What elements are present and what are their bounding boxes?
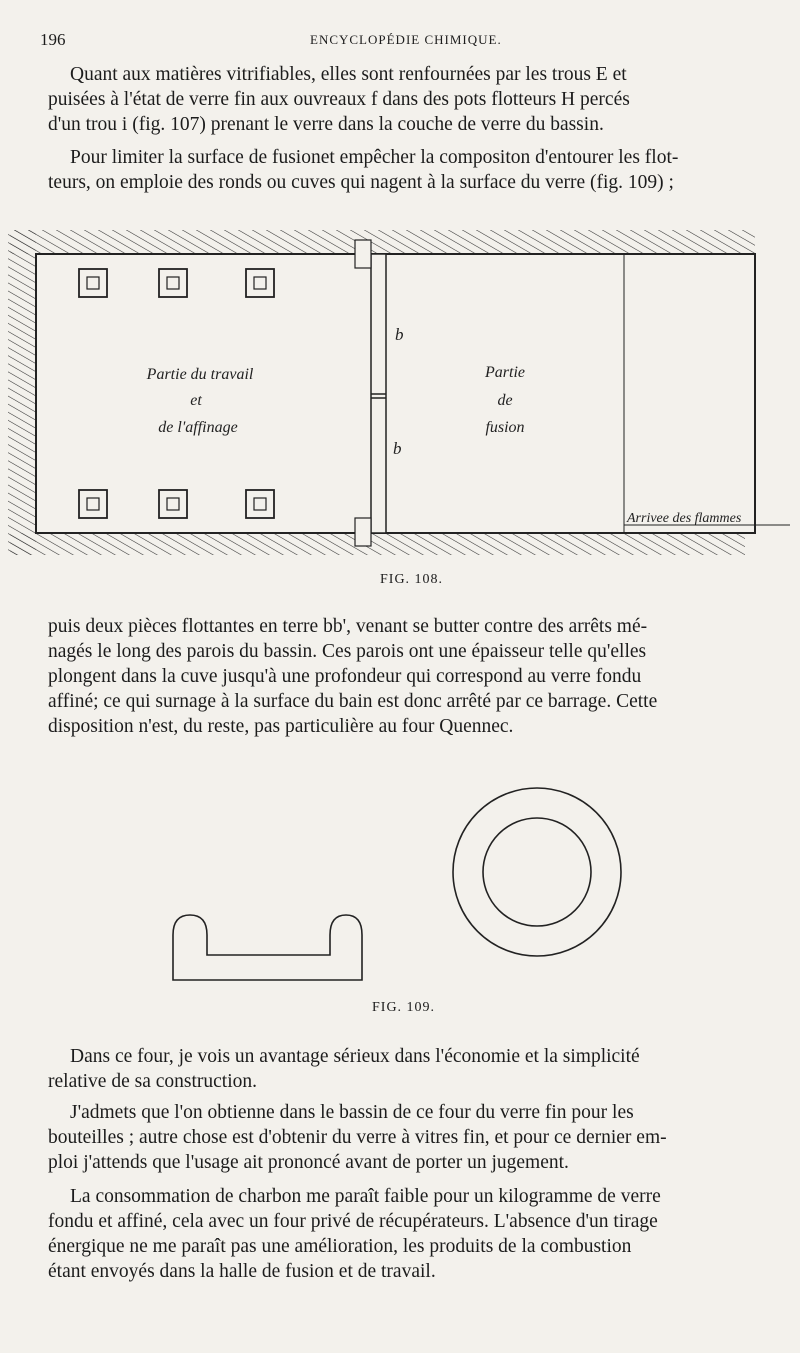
text-line: fondu et affiné, cela avec un four privé de récupérateurs. L'absence d'un tirage bbox=[48, 1211, 658, 1232]
basin-interior bbox=[36, 254, 755, 533]
flames-label: Arrivee des flammes bbox=[627, 511, 742, 526]
work-zone-label: de l'affinage bbox=[158, 419, 238, 436]
page-number: 196 bbox=[40, 30, 66, 49]
work-zone-label: et bbox=[190, 392, 202, 409]
figure-109-caption: FIG. 109. bbox=[372, 1000, 436, 1015]
text-line: nagés le long des parois du bassin. Ces parois ont une épaisseur telle qu'elles bbox=[48, 641, 647, 662]
bottom-wall-hatching bbox=[10, 533, 745, 555]
text-line: énergique ne me paraît pas une amélioration, les produits de la combustion bbox=[48, 1236, 632, 1257]
paragraph-2 bbox=[48, 145, 766, 195]
paragraph-4 bbox=[48, 1044, 766, 1094]
fusion-zone-label: fusion bbox=[485, 419, 525, 436]
barrier-marker-b: b bbox=[395, 325, 404, 344]
text-line: teurs, on emploie des ronds ou cuves qui nagent à la surface du verre (fig. 109) ; bbox=[48, 172, 674, 193]
text-line: d'un trou i (fig. 107) prenant le verre dans la couche de verre du bassin. bbox=[48, 114, 604, 135]
text-line: bouteilles ; autre chose est d'obtenir du verre à vitres fin, et pour ce dernier em- bbox=[48, 1127, 667, 1148]
text-line: puis deux pièces flottantes en terre bb', venant se butter contre des arrêts mé- bbox=[48, 616, 648, 637]
barrier-stop-top bbox=[355, 240, 371, 268]
text-line: puisées à l'état de verre fin aux ouvreaux f dans des pots flotteurs H percés bbox=[48, 89, 630, 110]
figure-108-caption: FIG. 108. bbox=[380, 572, 444, 587]
figure-108-furnace-plan bbox=[0, 222, 800, 562]
top-wall-hatching bbox=[10, 230, 755, 254]
text-line: La consommation de charbon me paraît faible pour un kilogramme de verre bbox=[70, 1186, 661, 1207]
figure-109-floating-pieces bbox=[0, 770, 800, 1000]
barrier-marker-b: b bbox=[393, 439, 402, 458]
floating-ring-outer bbox=[453, 788, 621, 956]
text-line: disposition n'est, du reste, pas particulière au four Quennec. bbox=[48, 716, 514, 737]
text-line: Quant aux matières vitrifiables, elles sont renfournées par les trous E et bbox=[70, 64, 627, 85]
left-wall-hatching bbox=[8, 230, 36, 555]
work-zone-label: Partie du travail bbox=[146, 366, 254, 383]
paragraph-6 bbox=[48, 1184, 766, 1284]
page-header bbox=[40, 30, 760, 52]
text-line: relative de sa construction. bbox=[48, 1071, 258, 1092]
barrier-stop-bottom bbox=[355, 518, 371, 546]
text-line: Dans ce four, je vois un avantage sérieux dans l'économie et la simplicité bbox=[70, 1046, 640, 1067]
paragraph-1 bbox=[48, 62, 766, 137]
fusion-zone-label: Partie bbox=[485, 364, 525, 381]
paragraph-5 bbox=[48, 1100, 766, 1175]
text-line: plongent dans la cuve jusqu'à une profondeur qui correspond au verre fondu bbox=[48, 666, 642, 687]
text-line: étant envoyés dans la halle de fusion et de travail. bbox=[48, 1261, 436, 1282]
floating-piece-profile bbox=[173, 915, 362, 980]
running-title: ENCYCLOPÉDIE CHIMIQUE. bbox=[310, 32, 502, 47]
fusion-zone-label: de bbox=[497, 392, 513, 409]
text-line: affiné; ce qui surnage à la surface du bain est donc arrêté par ce barrage. Cette bbox=[48, 691, 658, 712]
paragraph-3 bbox=[48, 614, 766, 739]
text-line: Pour limiter la surface de fusionet empêcher la compositon d'entourer les flot- bbox=[70, 147, 679, 168]
text-line: ploi j'attends que l'usage ait prononcé avant de porter un jugement. bbox=[48, 1152, 569, 1173]
text-line: J'admets que l'on obtienne dans le bassin de ce four du verre fin pour les bbox=[70, 1102, 634, 1123]
floating-ring-inner bbox=[483, 818, 591, 926]
